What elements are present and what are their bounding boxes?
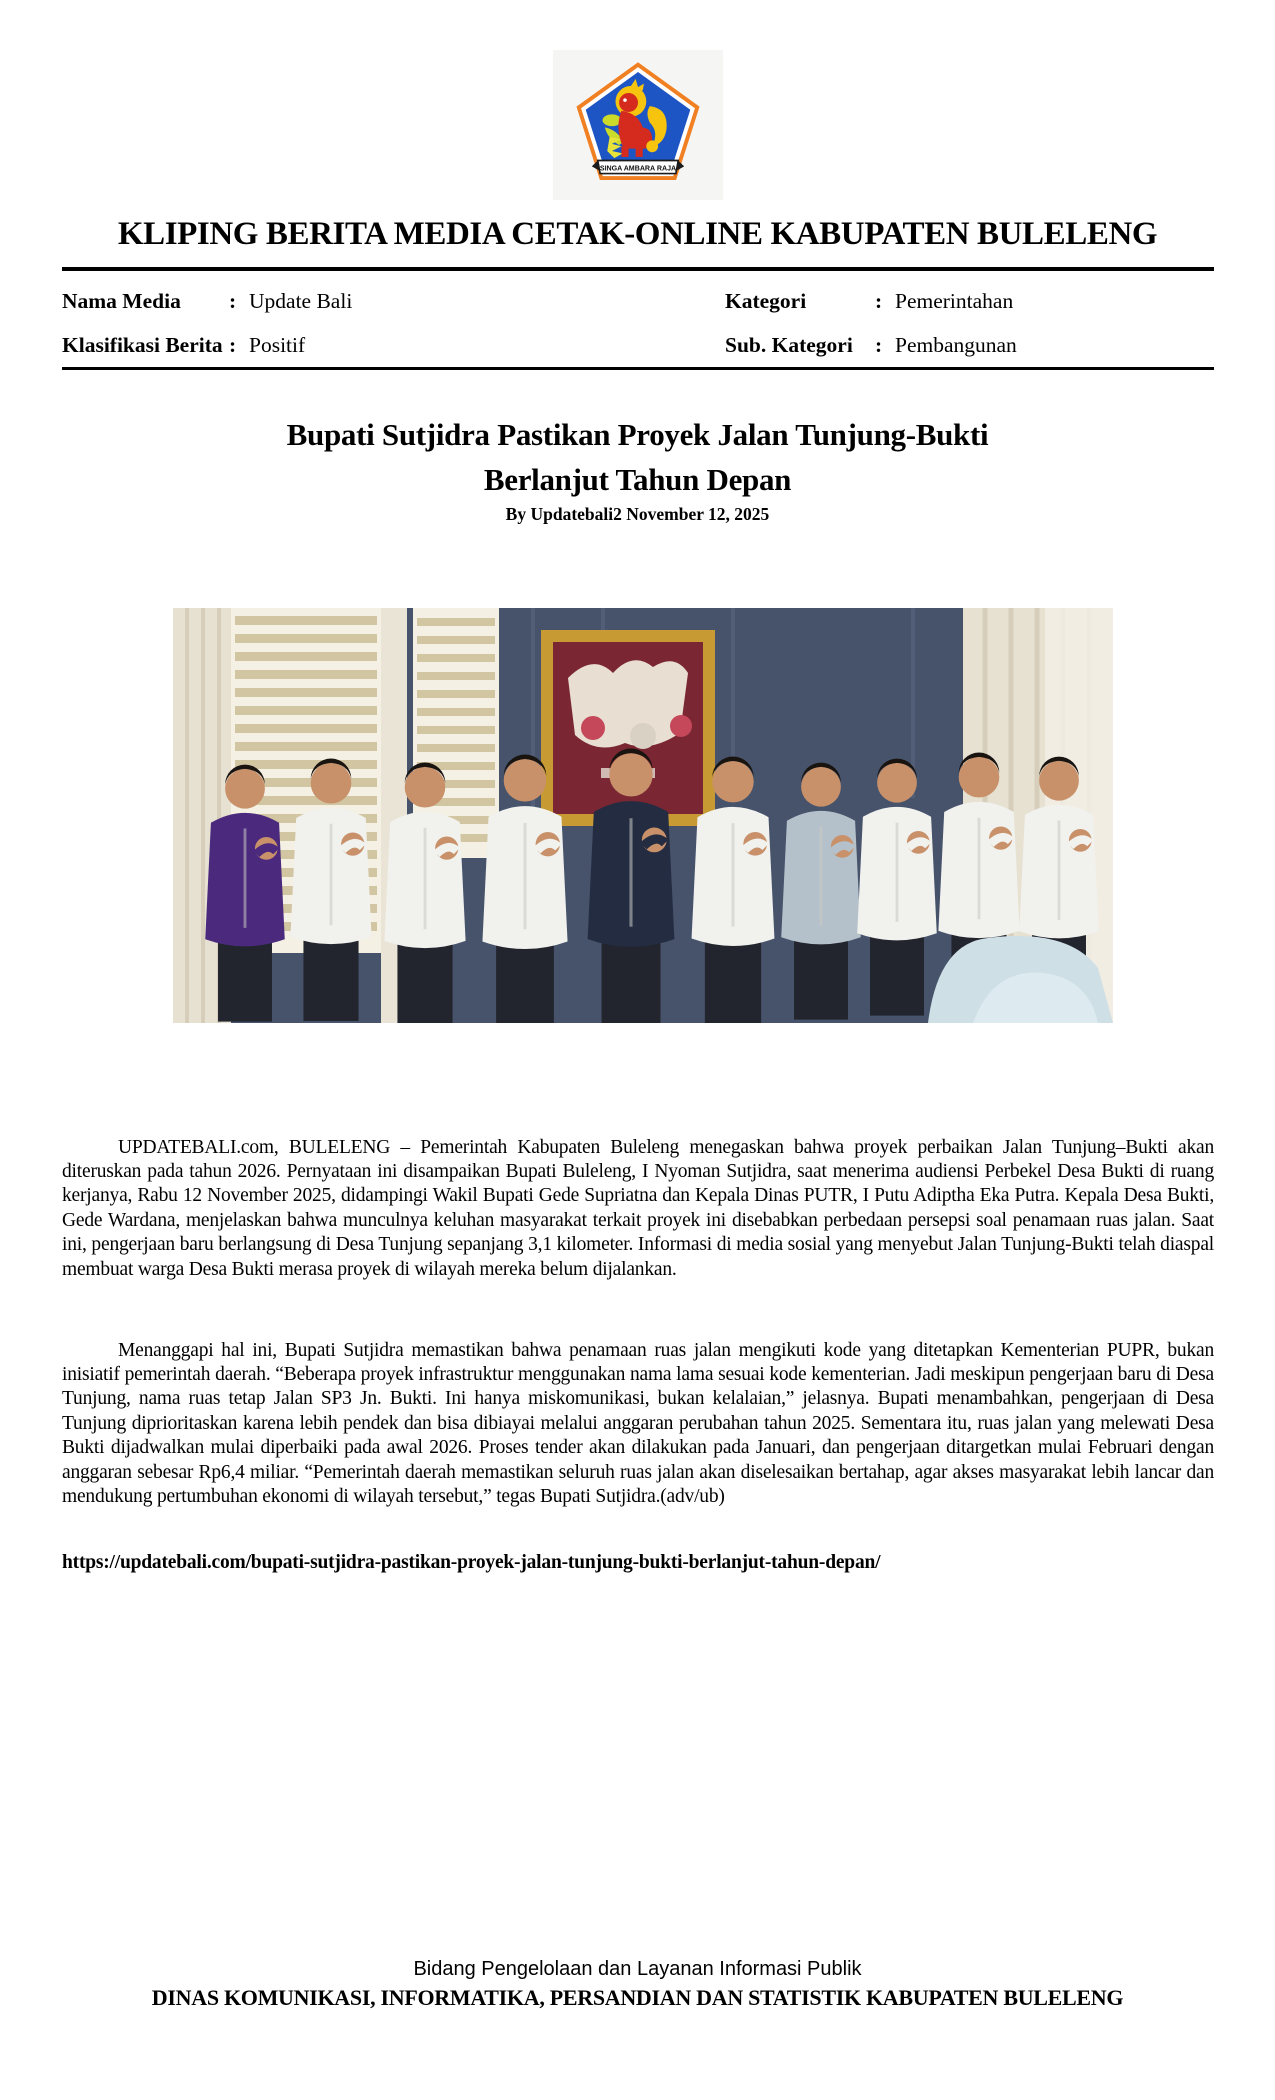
crest-icon — [567, 58, 709, 192]
source-url: https://updatebali.com/bupati-sutjidra-pastikan-proyek-jalan-tunjung-bukti-berlanjut-tahun-depan/ — [62, 1552, 881, 1573]
sub-kategori-label: Sub. Kategori — [725, 332, 853, 357]
meta-row-1 — [62, 279, 1214, 323]
colon: : — [229, 332, 237, 357]
sub-kategori-value: Pembangunan — [895, 332, 1017, 357]
article-byline: By Updatebali2 November 12, 2025 — [505, 504, 770, 524]
header-bottom-rule — [62, 367, 1214, 370]
nama-media-value: Update Bali — [249, 288, 353, 313]
article-photo — [173, 608, 1113, 1023]
article-paragraph-2: Menanggapi hal ini, Bupati Sutjidra memastikan bahwa penamaan ruas jalan mengikuti kode yang ditetapkan Kementerian PUPR, bukan inisiatif pemerintah daerah. “Beberapa proyek infrastruktur menggunakan nama lama sesuai kode kementerian. Jadi meskipun pengerjaan baru di Desa Tunjung, nama ruas tetap Jalan SP3 Jn. Bukti. Ini hanya miskomunikasi, bukan kelalaian,” jelasnya. Bupati menambahkan, pengerjaan di Desa Tunjung diprioritaskan karena lebih pendek dan bisa dibiayai melalui anggaran perubahan tahun 2025. Sementara itu, ruas jalan yang melewati Desa Bukti dijadwalkan mulai diperbaiki pada awal 2026. Proses tender akan dilakukan pada Januari, dan pengerjaan ditargetkan mulai Februari dengan anggaran sebesar Rp6,4 miliar. “Pemerintah daerah memastikan seluruh ruas jalan akan diselesaikan bertahap, agar akses masyarakat lebih lancar dan mendukung pertumbuhan ekonomi di wilayah tersebut,” tegas Bupati Sutjidra.(adv/ub) — [62, 1339, 1214, 1507]
kategori-label: Kategori — [725, 288, 807, 313]
colon: : — [875, 288, 883, 313]
photo-painting — [541, 630, 715, 826]
article-title-line1: Bupati Sutjidra Pastikan Proyek Jalan Tunjung-Bukti — [286, 417, 989, 452]
media-meta-table — [62, 279, 1214, 367]
footer-agency-line: DINAS KOMUNIKASI, INFORMATIKA, PERSANDIAN DAN STATISTIK KABUPATEN BULELENG — [151, 1985, 1124, 2010]
klasifikasi-label: Klasifikasi Berita — [62, 332, 223, 357]
photo-scene — [173, 608, 1113, 1023]
kategori-value: Pemerintahan — [895, 288, 1014, 313]
footer-division-line: Bidang Pengelolaan dan Layanan Informasi Publik — [413, 1958, 862, 1980]
buleleng-crest-logo — [553, 50, 723, 200]
header-top-rule — [62, 267, 1214, 271]
article-title — [0, 412, 1275, 502]
logo-banner — [592, 161, 684, 174]
nama-media-label: Nama Media — [62, 288, 181, 313]
klasifikasi-value: Positif — [249, 332, 306, 357]
colon: : — [229, 288, 237, 313]
meta-row-2 — [62, 323, 1214, 367]
colon: : — [875, 332, 883, 357]
logo-banner-text: SINGA AMBARA RAJA — [599, 164, 677, 173]
article-title-line2: Berlanjut Tahun Depan — [483, 462, 792, 497]
article-paragraph-1: UPDATEBALI.com, BULELENG – Pemerintah Kabupaten Buleleng menegaskan bahwa proyek perbaikan Jalan Tunjung–Bukti akan diteruskan pada tahun 2026. Pernyataan ini disampaikan Bupati Buleleng, I Nyoman Sutjidra, saat menerima audiensi Perbekel Desa Bukti di ruang kerjanya, Rabu 12 November 2025, didampingi Wakil Bupati Gede Supriatna dan Kepala Dinas PUTR, I Putu Adiptha Eka Putra. Kepala Desa Bukti, Gede Wardana, menjelaskan bahwa munculnya keluhan masyarakat terkait proyek ini disebabkan perbedaan persepsi soal penamaan ruas jalan. Saat ini, pengerjaan baru berlangsung di Desa Tunjung sepanjang 3,1 kilometer. Informasi di media sosial yang menyebut Jalan Tunjung-Bukti telah diaspal membuat warga Desa Bukti merasa proyek di wilayah mereka belum dijalankan. — [62, 1136, 1214, 1280]
page-title: KLIPING BERITA MEDIA CETAK-ONLINE KABUPATEN BULELENG — [117, 216, 1158, 252]
